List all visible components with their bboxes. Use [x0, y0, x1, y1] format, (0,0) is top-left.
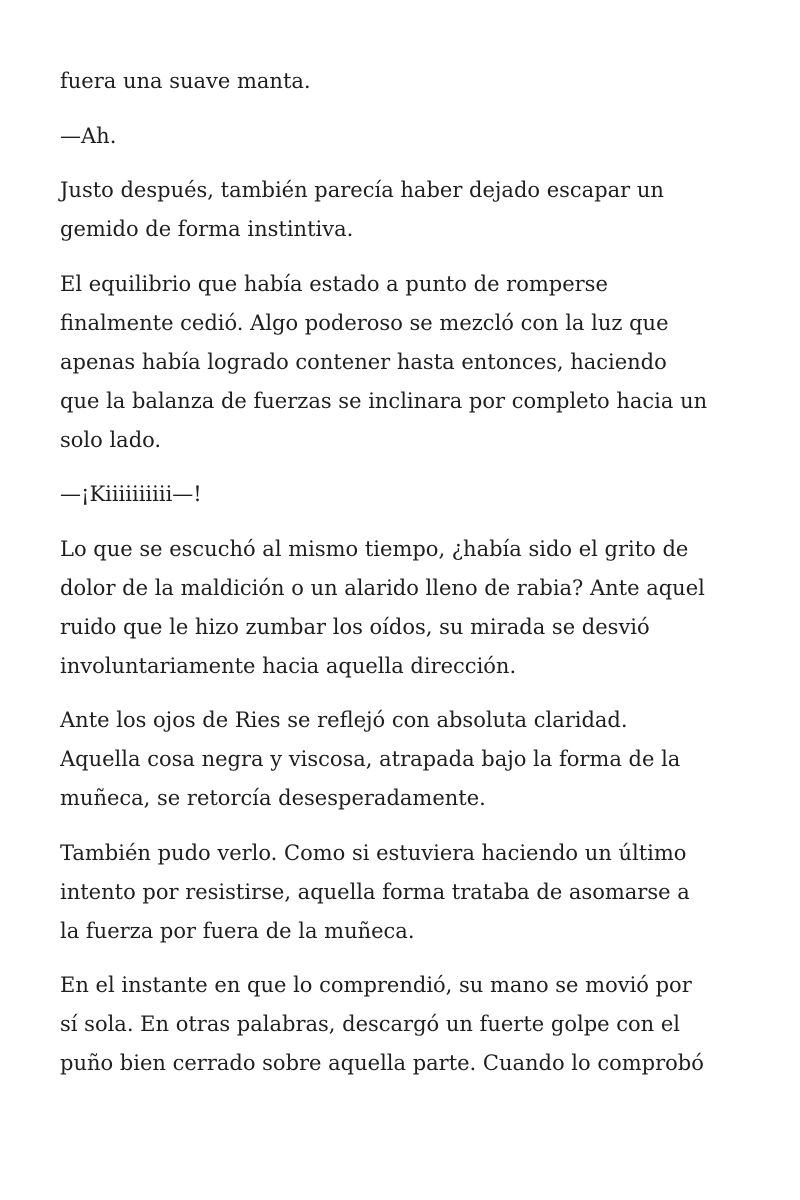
- paragraph: [60, 117, 760, 156]
- paragraph: [60, 701, 760, 818]
- text-line: que la balanza de fuerzas se inclinara por completo hacia un: [60, 388, 708, 413]
- text-line: —¡Kiiiiiiiiii—!: [60, 482, 202, 506]
- text-line: solo lado.: [60, 427, 162, 452]
- text-line: puño bien cerrado sobre aquella parte. Cuando lo comprobó: [60, 1051, 704, 1075]
- text-line: apenas había logrado contener hasta entonces, haciendo: [60, 349, 667, 374]
- paragraph: [60, 834, 760, 951]
- text-line: intento por resistirse, aquella forma trataba de asomarse a: [60, 879, 690, 904]
- text-line: En el instante en que lo comprendió, su mano se movió por: [60, 973, 692, 997]
- text-line: Justo después, también parecía haber dejado escapar un: [60, 178, 664, 202]
- text-line: ruido que le hizo zumbar los oídos, su mirada se desvió: [60, 614, 650, 639]
- text-line: El equilibrio que había estado a punto de romperse: [60, 271, 608, 296]
- text-line: dolor de la maldición o un alarido lleno de rabia? Ante aquel: [60, 575, 705, 600]
- paragraph: [60, 475, 760, 514]
- text-line: muñeca, se retorcía desesperadamente.: [60, 786, 486, 810]
- text-line: gemido de forma instintiva.: [60, 217, 354, 241]
- paragraph: [60, 62, 760, 101]
- text-line: Ante los ojos de Ries se reflejó con absoluta claridad.: [60, 708, 628, 732]
- text-line: involuntariamente hacia aquella dirección.: [60, 653, 517, 678]
- text-line: la fuerza por fuera de la muñeca.: [60, 918, 415, 943]
- text-line: También pudo verlo. Como si estuviera haciendo un último: [60, 840, 687, 865]
- paragraph: [60, 265, 760, 460]
- paragraph: [60, 530, 760, 686]
- text-line: sí sola. En otras palabras, descargó un fuerte golpe con el: [60, 1012, 680, 1036]
- text-line: Lo que se escuchó al mismo tiempo, ¿había sido el grito de: [60, 536, 689, 561]
- text-line: fuera una suave manta.: [60, 69, 311, 93]
- text-line: Aquella cosa negra y viscosa, atrapada bajo la forma de la: [60, 747, 681, 771]
- text-line: —Ah.: [60, 123, 117, 148]
- reader-page: [60, 62, 760, 1099]
- paragraph: [60, 966, 760, 1083]
- text-line: finalmente cedió. Algo poderoso se mezcló con la luz que: [60, 310, 669, 335]
- paragraph: [60, 171, 760, 249]
